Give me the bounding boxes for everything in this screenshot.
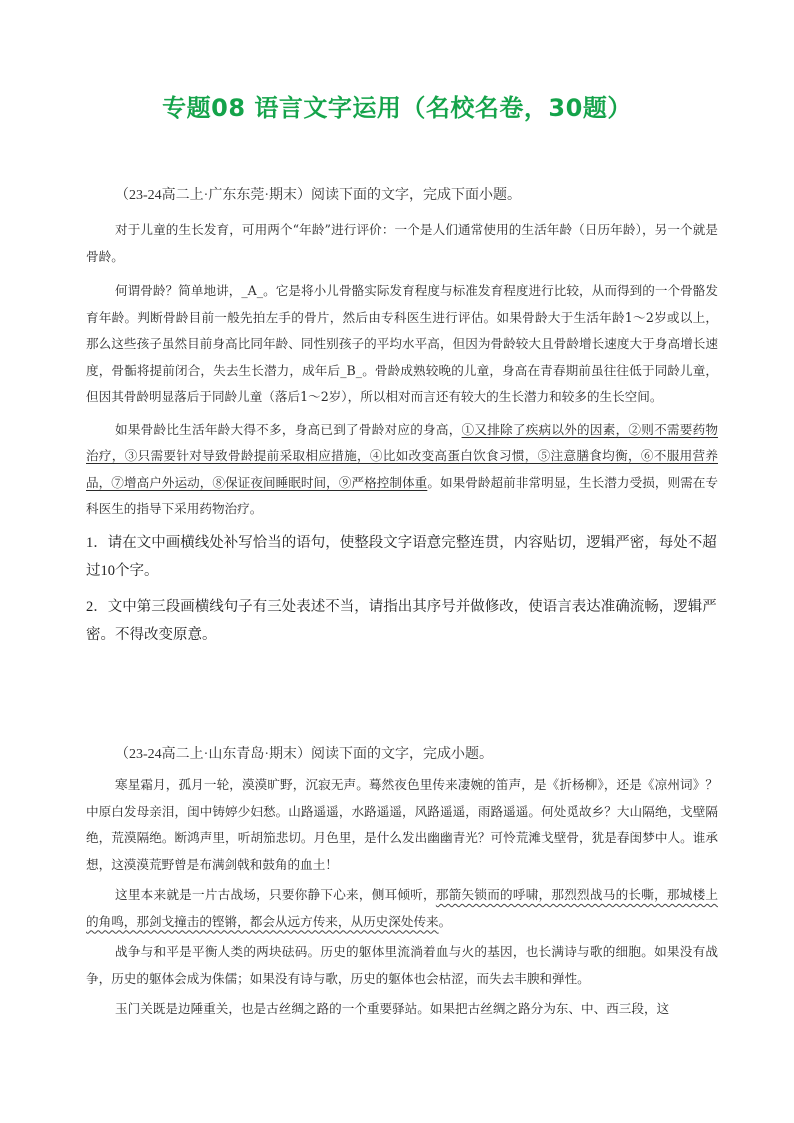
blank-b: _B_ [340,362,363,378]
section-1 [86,183,718,649]
paragraph-2-wavy-sentence: 那箭矢锁而的呼啸，那烈烈战马的长嘶，那城楼上的角鸣，那剑戈撞击的铿锵，都会从远方传来，从历史深处传来 [86,887,719,929]
paragraph-2-text-end: 。骨龄成熟较晚的儿童，身高在青春期前虽往往低于同龄儿童，但因其骨龄明显落后于同龄儿童（落后1～2岁），所以相对而言还有较大的生长潜力和较多的生长空间。 [86,362,719,404]
section-1-source: （23-24高二上·广东东莞·期末）阅读下面的文字，完成下面小题。 [115,188,521,203]
paragraph-3-underlined-sentence: ①又排除了疾病以外的因素，②则不需要药物治疗，③只需要针对导致骨龄提前采取相应措施，④比如改变高蛋白饮食习惯，⑤注意膳食均衡，⑥不服用营养品，⑦增高户外运动，⑧保证夜间睡眠时间，⑨严格控制体重 [86,421,719,490]
section-2 [86,742,718,1023]
section-2-paragraph-3: 战争与和平是平衡人类的两块砝码。历史的躯体里流淌着血与火的基因，也长满诗与歌的细胞。如果没有战争，历史的躯体会成为侏儒；如果没有诗与歌，历史的躯体也会枯涩，而失去丰腴和弹性。 [86,944,718,986]
question-2: 2．文中第三段画横线句子有三处表述不当，请指出其序号并做修改，使语言表达准确流畅，逻辑严密。不得改变原意。 [86,598,717,643]
section-2-paragraph-2 [86,882,718,935]
section-2-paragraph-1: 寒星霜月，孤月一轮，漠漠旷野，沉寂无声。蓦然夜色里传来凄婉的笛声，是《折杨柳》，还是《凉州词》？中原白发母亲泪，闺中铸婷少妇愁。山路遥遥，水路遥遥，风路遥遥，雨路遥遥。何处觅故乡？大山隔绝，戈壁隔绝，荒漠隔绝。断鸿声里，听胡笳悲切。月色里，是什么发出幽幽青光？可怜荒滩戈壁骨，犹是春闺梦中人。谁承想，这漠漠荒野曾是布满剑戟和鼓角的血土！ [86,777,718,872]
paragraph-3-text-start: 如果骨龄比生活年龄大得不多，身高已到了骨龄对应的身高， [115,421,462,437]
blank-a: _A_ [241,283,264,298]
paragraph-3-text-end: 。如果骨龄超前非常明显，生长潜力受损，则需在专科医生的指导下采用药物治疗。 [86,474,719,516]
question-1: 1．请在文中画横线处补写恰当的语句，使整段文字语意完整连贯，内容贴切，逻辑严密，每处不超过10个字。 [86,534,717,579]
section-2-source: （23-24高二上·山东青岛·期末）阅读下面的文字，完成小题。 [115,747,493,762]
paragraph-2-end: 。 [438,913,452,929]
paragraph-2-text-start: 何谓骨龄？简单地讲， [115,283,242,298]
section-1-paragraph-2 [86,278,718,411]
paragraph-2-plain: 这里本来就是一片古战场，只要你静下心来，侧耳倾听， [115,887,436,902]
section-2-paragraph-4: 玉门关既是边陲重关，也是古丝绸之路的一个重要驿站。如果把古丝绸之路分为东、中、西三段，这 [115,1001,670,1016]
paragraph-2-text-middle: 。它是将小儿骨骼实际发育程度与标准发育程度进行比较，从而得到的一个骨骼发育年龄。判断骨龄目前一般先拍左手的骨片，然后由专科医生进行评估。如果骨龄大于生活年龄1～2岁或以上，那么这些孩子虽然目前身高比同年龄、同性别孩子的平均水平高，但因为骨龄较大且骨龄增长速度大于身高增长速度，骨骺将提前闭合，失去生长潜力，成年后 [86,283,719,378]
section-1-paragraph-1: 对于儿童的生长发育，可用两个“年龄”进行评价：一个是人们通常使用的生活年龄（日历年龄），另一个就是骨龄。 [86,222,718,264]
page-title: 专题08 语言文字运用（名校名卷，30题） [162,94,632,122]
section-1-paragraph-3 [86,417,718,523]
